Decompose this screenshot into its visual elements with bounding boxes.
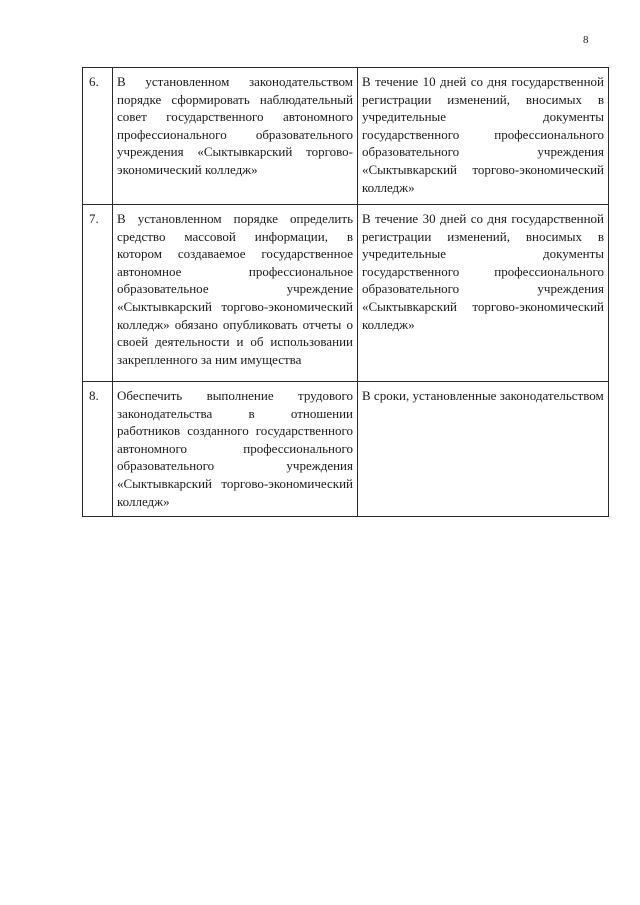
measure-cell xyxy=(113,205,358,382)
row-number: 6. xyxy=(83,68,113,205)
deadline-cell xyxy=(358,205,609,382)
table-row xyxy=(83,382,609,517)
deadline-text: В сроки, установленные законодательством xyxy=(362,388,604,403)
measure-cell xyxy=(113,382,358,517)
measure-text: Обеспечить выполнение трудового законодательства в отношении работников созданного государственного автономного профессионального образовательного учреждения «Сыктывкарский торгово-экономический колледж» xyxy=(117,388,353,509)
measures-table xyxy=(82,67,609,517)
deadline-text: В течение 30 дней со дня государственной регистрации изменений, вносимых в учредительные документы государственного профессионального образовательного учреждения «Сыктывкарский торгово-экономический колледж» xyxy=(362,211,604,332)
measure-text: В установленном законодательством порядке сформировать наблюдательный совет государственного автономного профессионального образовательного учреждения «Сыктывкарский торгово-экономический колледж» xyxy=(117,74,353,177)
table-row xyxy=(83,205,609,382)
deadline-cell xyxy=(358,68,609,205)
row-number: 7. xyxy=(83,205,113,382)
page-number: 8 xyxy=(583,34,589,46)
deadline-text: В течение 10 дней со дня государственной регистрации изменений, вносимых в учредительные документы государственного профессионального образовательного учреждения «Сыктывкарский торгово-экономический колледж» xyxy=(362,74,604,195)
measure-text: В установленном порядке определить средство массовой информации, в котором создаваемое государственное автономное профессиональное образовательное учреждение «Сыктывкарский торгово-экономический колледж» обязано опубликовать отчеты о своей деятельности и об использовании закрепленного за ним имущества xyxy=(117,211,353,367)
row-number: 8. xyxy=(83,382,113,517)
measure-cell xyxy=(113,68,358,205)
table-row xyxy=(83,68,609,205)
deadline-cell xyxy=(358,382,609,517)
